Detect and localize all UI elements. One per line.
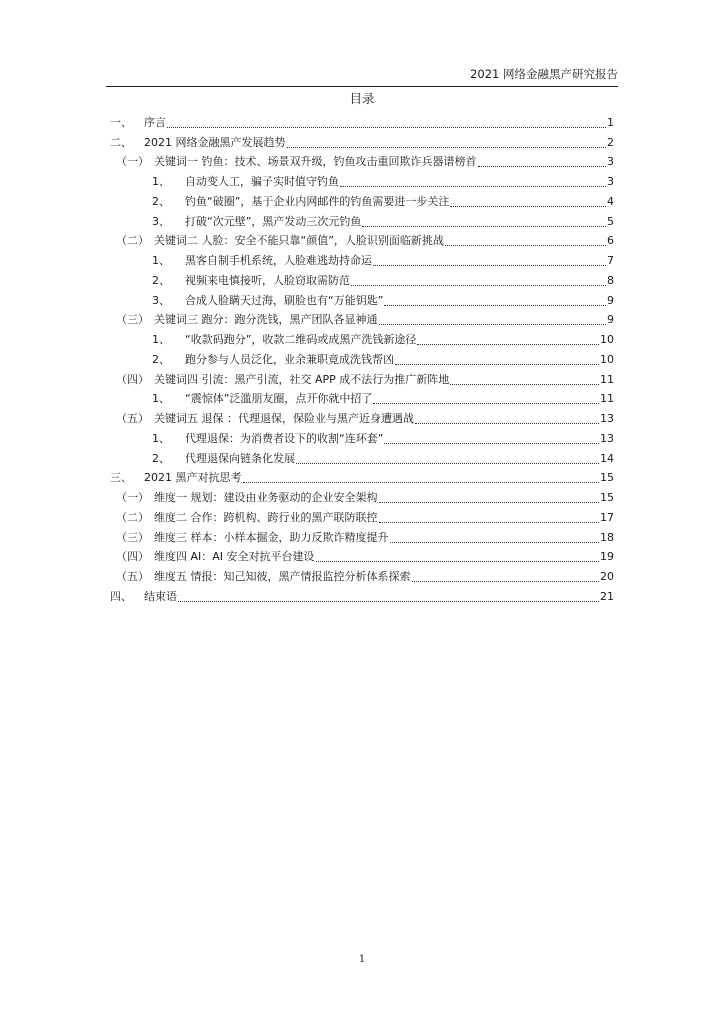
toc-entry[interactable] [106, 367, 614, 387]
toc-entry-number: （二） [116, 510, 149, 524]
toc-entry-page: 11 [600, 372, 614, 386]
toc-entry[interactable] [106, 268, 614, 288]
toc-entry-page: 9 [607, 313, 614, 327]
toc-entry-page: 6 [607, 234, 614, 248]
toc-entry-title: “震惊体”泛滥朋友圈，点开你就中招了 [185, 392, 373, 406]
toc-entry-page: 1 [607, 115, 614, 129]
toc-entry-title: 代理退保：为消费者设下的收割“连环套” [185, 431, 384, 445]
toc-entry[interactable] [106, 308, 614, 328]
toc-entry[interactable] [106, 545, 614, 565]
toc-dot-leader [351, 284, 606, 286]
toc-entry-page: 3 [607, 175, 614, 188]
toc-dot-leader [450, 383, 599, 385]
toc-entry-page: 4 [607, 194, 614, 208]
toc-entry-number: （四） [116, 550, 149, 564]
toc-entry-title: 结束语 [144, 589, 177, 603]
toc-entry[interactable] [106, 110, 614, 130]
toc-entry-title: “收款码跑分”，收款二维码或成黑产洗钱新途径 [185, 333, 417, 346]
toc-entry[interactable] [106, 189, 614, 209]
toc-dot-leader [415, 422, 599, 424]
toc-dot-leader [362, 225, 606, 227]
toc-entry-title: 打破“次元壁”，黑产发动三次元钓鱼 [185, 214, 362, 228]
toc-entry-number: （五） [116, 412, 149, 425]
toc-entry[interactable] [106, 327, 614, 347]
toc-entry-number: 2、 [152, 273, 170, 287]
toc-dot-leader [243, 481, 600, 483]
toc-entry-title: 黑客自制手机系统，人脸难逃劫持命运 [185, 254, 372, 267]
toc-entry-title: 关键词五 退保 ：代理退保，保险业与黑产近身遭遇战 [154, 412, 414, 425]
toc-entry-page: 13 [600, 431, 614, 445]
toc-entry[interactable] [106, 485, 614, 505]
toc-entry-title: 关键词四 引流：黑产引流，社交 APP 成不法行为推广新阵地 [154, 372, 450, 386]
toc-entry[interactable] [106, 564, 614, 584]
toc-entry-page: 15 [600, 471, 614, 485]
toc-entry-number: 1、 [152, 333, 170, 346]
toc-entry-page: 9 [607, 293, 614, 307]
toc-entry-page: 10 [600, 352, 614, 366]
toc-dot-leader [395, 363, 599, 365]
toc-entry-number: （四） [116, 372, 149, 386]
toc-entry-page: 10 [600, 333, 614, 346]
toc-dot-leader [412, 580, 600, 582]
running-header [106, 66, 618, 87]
toc-entry-page: 11 [600, 392, 614, 406]
toc-dot-leader [384, 442, 599, 444]
toc-entry[interactable] [106, 248, 614, 268]
header-text: 2021 网络金融黑产研究报告 [470, 67, 618, 81]
toc-entry[interactable] [106, 446, 614, 466]
toc-entry-title: 钓鱼“破圈”，基于企业内网邮件的钓鱼需要进一步关注 [185, 194, 450, 208]
toc-entry-page: 17 [600, 510, 614, 524]
toc-entry-page: 13 [600, 412, 614, 425]
toc-entry-number: （三） [116, 313, 149, 327]
toc-entry[interactable] [106, 584, 614, 604]
toc-entry-number: 二、 [110, 135, 132, 149]
toc-entry-number: （三） [116, 530, 149, 544]
toc-entry-page: 15 [600, 491, 614, 504]
toc-entry[interactable] [106, 229, 614, 249]
toc-entry[interactable] [106, 505, 614, 525]
toc-entry[interactable] [106, 387, 614, 407]
toc-entry-number: 三、 [110, 471, 132, 485]
toc-entry-number: （一） [116, 491, 149, 504]
toc-entry[interactable] [106, 466, 614, 486]
toc-entry-title: 2021 网络金融黑产发展趋势 [144, 135, 286, 149]
toc-entry-number: 一、 [110, 115, 132, 129]
toc-entry-title: 维度一 规划：建设由业务驱动的企业安全架构 [154, 491, 378, 504]
toc-entry-number: 2、 [152, 451, 170, 465]
toc-dot-leader [384, 304, 606, 306]
toc-entry-number: 四、 [110, 589, 132, 603]
toc-entry-title: 代理退保向链条化发展 [185, 451, 295, 465]
toc-dot-leader [379, 501, 600, 503]
toc-entry-number: 3、 [152, 293, 170, 307]
toc-entry-number: 2、 [152, 352, 170, 366]
toc-entry-number: 1、 [152, 254, 170, 267]
toc-entry-number: 1、 [152, 431, 170, 445]
toc-entry-page: 3 [607, 155, 614, 169]
toc-entry-number: （二） [116, 234, 149, 248]
toc-entry-number: 1、 [152, 392, 170, 406]
toc-entry-title: 维度四 AI：AI 安全对抗平台建设 [154, 550, 315, 564]
toc-entry-title: 序言 [144, 115, 166, 129]
toc-dot-leader [316, 560, 599, 562]
page-number: 1 [358, 954, 366, 965]
toc-dot-leader [296, 462, 599, 464]
toc-entry-title: 维度二 合作：跨机构、跨行业的黑产联防联控 [154, 510, 378, 524]
toc-entry[interactable] [106, 406, 614, 426]
toc-entry-title: 关键词二 人脸：安全不能只靠“颜值”，人脸识别面临新挑战 [154, 234, 444, 248]
toc-entry-page: 18 [600, 530, 614, 544]
toc-entry-title: 维度三 样本：小样本掘金，助力反欺诈精度提升 [154, 530, 389, 544]
toc-entry[interactable] [106, 130, 614, 150]
toc-entry-title: 关键词一 钓鱼：技术、场景双升级，钓鱼攻击重回欺诈兵器谱榜首 [154, 155, 477, 169]
toc-dot-leader [450, 205, 606, 207]
toc-dot-leader [445, 244, 606, 246]
toc-entry-title: 自动变人工，骗子实时值守钓鱼 [185, 175, 339, 188]
toc-entry[interactable] [106, 288, 614, 308]
toc-entry-page: 19 [600, 550, 614, 564]
toc-entry-page: 14 [600, 451, 614, 465]
toc-entry-title: 合成人脸瞒天过海，刷脸也有“万能钥匙” [185, 293, 384, 307]
toc-entry-number: 3、 [152, 214, 170, 228]
toc-entry-page: 20 [600, 570, 614, 583]
toc-dot-leader [379, 521, 600, 523]
toc-entry[interactable] [106, 209, 614, 229]
toc-dot-leader [167, 126, 606, 128]
toc-entry-title: 维度五 情报：知己知彼，黑产情报监控分析体系探索 [154, 570, 411, 583]
toc-entry-number: 1、 [152, 175, 170, 188]
toc-entry-number: （五） [116, 570, 149, 583]
toc-dot-leader [340, 185, 606, 187]
toc-entry[interactable] [106, 347, 614, 367]
toc-entry-page: 8 [607, 273, 614, 287]
toc-entry[interactable] [106, 150, 614, 170]
toc-entry-number: （一） [116, 155, 149, 169]
toc-dot-leader [373, 264, 606, 266]
table-of-contents [106, 110, 614, 604]
toc-entry-page: 5 [607, 214, 614, 228]
toc-dot-leader [379, 323, 607, 325]
toc-dot-leader [390, 541, 600, 543]
toc-entry-title: 跑分参与人员泛化，业余兼职竟成洗钱帮凶 [185, 352, 394, 366]
toc-entry-title: 关键词三 跑分：跑分洗钱，黑产团队各显神通 [154, 313, 378, 327]
toc-dot-leader [287, 146, 607, 148]
toc-entry-page: 7 [607, 254, 614, 267]
toc-entry[interactable] [106, 426, 614, 446]
toc-entry-page: 2 [607, 135, 614, 149]
toc-entry-number: 2、 [152, 194, 170, 208]
toc-dot-leader [373, 402, 599, 404]
toc-dot-leader [417, 343, 599, 345]
toc-dot-leader [178, 600, 599, 602]
toc-dot-leader [478, 165, 607, 167]
toc-entry-page: 21 [600, 589, 614, 603]
toc-entry-title: 视频来电慎接听，人脸窃取需防范 [185, 273, 350, 287]
toc-title: 目录 [349, 91, 375, 106]
toc-entry-title: 2021 黑产对抗思考 [144, 471, 242, 485]
toc-entry[interactable] [106, 169, 614, 189]
toc-entry[interactable] [106, 525, 614, 545]
